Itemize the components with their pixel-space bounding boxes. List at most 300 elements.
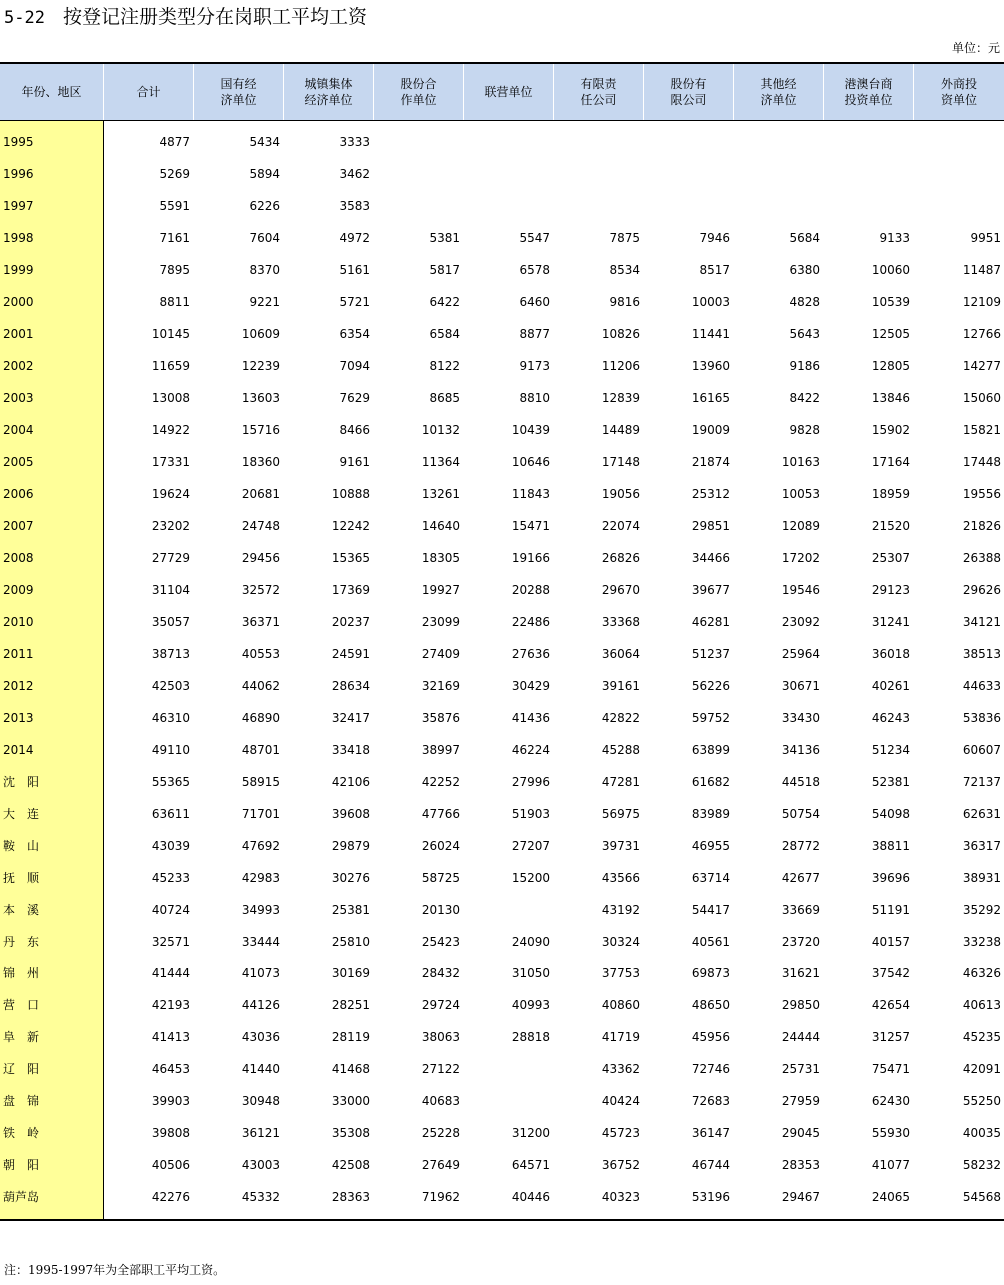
table-cell: 54098 [871,806,910,821]
table-cell: 7895 [159,262,190,277]
table-cell: 38811 [871,838,910,853]
table-cell: 49110 [151,742,190,757]
table-cell: 9951 [970,230,1001,245]
table-cell: 19927 [421,582,460,597]
page-title [4,4,367,31]
table-cell: 32169 [421,678,460,693]
row-label: 2002 [3,358,34,373]
column-header-line: 作单位 [400,93,437,107]
table-cell: 43192 [601,902,640,917]
table-cell: 27207 [511,838,550,853]
table-cell: 35057 [151,614,190,629]
table-cell: 26024 [421,838,460,853]
table-cell: 19056 [601,486,640,501]
row-label: 2000 [3,294,34,309]
table-row [0,224,1004,256]
table-cell: 36752 [601,1158,640,1173]
row-label: 大 连 [3,806,40,821]
table-cell: 42091 [962,1062,1001,1077]
table-cell: 24444 [781,1030,820,1045]
table-cell: 51237 [691,646,730,661]
row-label: 2011 [3,646,34,661]
table-cell: 39808 [151,1126,190,1141]
table-cell: 14922 [151,422,190,437]
table-cell: 10826 [601,326,640,341]
table-cell: 45332 [241,1190,280,1205]
table-cell: 12242 [331,518,370,533]
table-cell: 62631 [962,806,1001,821]
table-cell: 46243 [871,710,910,725]
table-cell: 23099 [421,614,460,629]
table-cell: 52381 [871,774,910,789]
column-header [283,64,373,120]
table-row [0,608,1004,640]
table-cell: 6354 [339,326,370,341]
table-cell: 48701 [241,742,280,757]
column-header-line: 城镇集体 [304,77,353,91]
table-cell: 42252 [421,774,460,789]
table-cell: 4877 [159,135,190,149]
column-header-line: 合计 [136,85,161,99]
table-cell: 15471 [511,518,550,533]
table-cell: 29123 [871,582,910,597]
table-cell: 43039 [151,838,190,853]
table-cell: 46326 [962,966,1001,981]
table-cell: 17331 [151,454,190,469]
table-cell: 83989 [691,806,730,821]
table-cell: 23092 [781,614,820,629]
table-row [0,256,1004,288]
row-label: 1995 [3,135,34,149]
table-cell: 40561 [691,934,730,949]
table-cell: 20237 [331,614,370,629]
table-cell: 41468 [331,1062,370,1077]
table-cell: 46955 [691,838,730,853]
table-cell: 41077 [871,1158,910,1173]
table-cell: 37753 [601,966,640,981]
table-cell: 48650 [691,998,730,1013]
row-label: 2005 [3,454,34,469]
table-cell: 47281 [601,774,640,789]
table-cell: 34993 [241,902,280,917]
table-cell: 72683 [691,1094,730,1109]
table-cell: 11441 [691,326,730,341]
table-cell: 23202 [151,518,190,533]
table-cell: 20288 [511,582,550,597]
table-cell: 69873 [691,966,730,981]
table-cell: 10053 [781,486,820,501]
table-cell: 41436 [511,710,550,725]
table-cell: 38063 [421,1030,460,1045]
table-row [0,416,1004,448]
table-cell: 34466 [691,550,730,565]
table-cell: 40506 [151,1158,190,1173]
table-cell: 15902 [871,422,910,437]
row-label: 盘 锦 [3,1094,40,1109]
table-cell: 22486 [511,614,550,629]
table-cell: 35876 [421,710,460,725]
row-label: 抚 顺 [3,870,40,885]
row-label: 丹 东 [3,934,40,949]
table-cell: 55930 [871,1126,910,1141]
table-cell: 8370 [249,262,280,277]
table-row [0,128,1004,160]
column-header [193,64,283,120]
table-cell: 13603 [241,390,280,405]
table-row [0,192,1004,224]
table-cell: 58915 [241,774,280,789]
table-cell: 33669 [781,902,820,917]
table-cell: 33418 [331,742,370,757]
table-cell: 8811 [159,294,190,309]
table-cell: 7875 [609,230,640,245]
row-label: 2001 [3,326,34,341]
table-cell: 20130 [421,902,460,917]
table-cell: 25312 [691,486,730,501]
table-cell: 8122 [429,358,460,373]
table-cell: 9828 [789,422,820,437]
table-cell: 29456 [241,550,280,565]
table-cell: 56975 [601,806,640,821]
table-cell: 42677 [781,870,820,885]
table-cell: 31241 [871,614,910,629]
table-cell: 34121 [962,614,1001,629]
row-label: 2003 [3,390,34,405]
table-cell: 71701 [241,806,280,821]
table-cell: 39903 [151,1094,190,1109]
table-cell: 6578 [519,262,550,277]
table-cell: 42193 [151,998,190,1013]
table-cell: 15060 [962,390,1001,405]
table-cell: 5684 [789,230,820,245]
table-cell: 27729 [151,550,190,565]
table-cell: 12109 [962,294,1001,309]
table-cell: 24748 [241,518,280,533]
table-row [0,512,1004,544]
column-header-line: 其他经 [760,77,797,91]
table-row [0,320,1004,352]
table-cell: 17448 [962,454,1001,469]
table-cell: 40446 [511,1190,550,1205]
table-row [0,480,1004,512]
table-cell: 33444 [241,934,280,949]
table-row [0,1151,1004,1183]
table-cell: 25381 [331,902,370,917]
table-cell: 6226 [249,198,280,213]
table-cell: 3583 [339,198,370,213]
table-cell: 7094 [339,358,370,373]
column-header [643,64,733,120]
table-cell: 23720 [781,934,820,949]
table-row [0,959,1004,991]
table-cell: 40323 [601,1190,640,1205]
table-cell: 58232 [962,1158,1001,1173]
table-cell: 10646 [511,454,550,469]
table-cell: 31257 [871,1030,910,1045]
table-cell: 15365 [331,550,370,565]
table-cell: 64571 [511,1158,550,1173]
table-row [0,448,1004,480]
table-cell: 4972 [339,230,370,245]
table-cell: 11364 [421,454,460,469]
row-label: 铁 岭 [3,1126,40,1141]
table-cell: 45723 [601,1126,640,1141]
row-label: 2010 [3,614,34,629]
column-header [373,64,463,120]
table-cell: 54417 [691,902,730,917]
table-cell: 25423 [421,934,460,949]
table-cell: 43362 [601,1062,640,1077]
table-cell: 9161 [339,454,370,469]
table-cell: 6460 [519,294,550,309]
table-cell: 14277 [962,358,1001,373]
table-cell: 6380 [789,262,820,277]
table-cell: 46453 [151,1062,190,1077]
table-cell: 33238 [962,934,1001,949]
table-cell: 42106 [331,774,370,789]
table-cell: 38997 [421,742,460,757]
table-cell: 11659 [151,358,190,373]
table-cell: 25228 [421,1126,460,1141]
row-label: 葫芦岛 [3,1190,40,1205]
table-cell: 45235 [962,1030,1001,1045]
table-cell: 8517 [699,262,730,277]
table-cell: 45288 [601,742,640,757]
table-cell: 42508 [331,1158,370,1173]
table-cell: 36147 [691,1126,730,1141]
table-cell: 53836 [962,710,1001,725]
table-cell: 5894 [249,166,280,181]
table-cell: 5269 [159,166,190,181]
row-label: 2014 [3,742,34,757]
table-cell: 8810 [519,390,550,405]
table-cell: 40157 [871,934,910,949]
table-number: 5-22 [4,8,45,28]
table-cell: 39696 [871,870,910,885]
table-cell: 10888 [331,486,370,501]
table-cell: 29724 [421,998,460,1013]
row-label: 2013 [3,710,34,725]
table-cell: 28353 [781,1158,820,1173]
table-cell: 18360 [241,454,280,469]
table-cell: 31104 [151,582,190,597]
table-cell: 50754 [781,806,820,821]
table-cell: 7946 [699,230,730,245]
table-cell: 19624 [151,486,190,501]
table-cell: 46890 [241,710,280,725]
table-cell: 13846 [871,390,910,405]
table-cell: 28363 [331,1190,370,1205]
table-cell: 27409 [421,646,460,661]
table-cell: 9173 [519,358,550,373]
column-header-line: 股份合 [400,77,437,91]
table-cell: 42822 [601,710,640,725]
table-cell: 45956 [691,1030,730,1045]
table-cell: 29045 [781,1126,820,1141]
column-header-line: 外商投 [940,77,977,91]
table-cell: 30276 [331,870,370,885]
table-cell: 12239 [241,358,280,373]
table-cell: 43036 [241,1030,280,1045]
table-cell: 14640 [421,518,460,533]
table-bottom-rule [0,1219,1004,1221]
table-cell: 13261 [421,486,460,501]
table-cell: 47692 [241,838,280,853]
table-cell: 29670 [601,582,640,597]
column-header [0,64,103,120]
table-cell: 45233 [151,870,190,885]
table-cell: 5547 [519,230,550,245]
table-cell: 11206 [601,358,640,373]
table-cell: 19556 [962,486,1001,501]
table-cell: 41440 [241,1062,280,1077]
table-cell: 38931 [962,870,1001,885]
table-cell: 53196 [691,1190,730,1205]
table-cell: 27996 [511,774,550,789]
unit-label: 单位：元 [951,41,1000,55]
row-label: 1997 [3,198,34,213]
table-cell: 27959 [781,1094,820,1109]
table-cell: 10060 [871,262,910,277]
column-header-line: 济单位 [760,93,797,107]
table-cell: 46744 [691,1158,730,1173]
column-header-line: 济单位 [220,93,257,107]
table-cell: 18959 [871,486,910,501]
table-cell: 28119 [331,1030,370,1045]
table-cell: 10609 [241,326,280,341]
table-cell: 21520 [871,518,910,533]
table-cell: 7629 [339,390,370,405]
table-cell: 24090 [511,934,550,949]
table-cell: 56226 [691,678,730,693]
table-cell: 17148 [601,454,640,469]
table-cell: 15821 [962,422,1001,437]
table-row [0,1055,1004,1087]
table-row [0,288,1004,320]
table-cell: 58725 [421,870,460,885]
table-row [0,704,1004,736]
table-cell: 46310 [151,710,190,725]
table-row [0,991,1004,1023]
table-cell: 16165 [691,390,730,405]
table-cell: 40553 [241,646,280,661]
table-cell: 9816 [609,294,640,309]
row-label: 朝 阳 [3,1158,40,1173]
table-cell: 41073 [241,966,280,981]
row-label: 2012 [3,678,34,693]
table-cell: 43566 [601,870,640,885]
table-cell: 44518 [781,774,820,789]
table-cell: 32572 [241,582,280,597]
table-cell: 36018 [871,646,910,661]
table-cell: 25810 [331,934,370,949]
table-cell: 28251 [331,998,370,1013]
table-cell: 33430 [781,710,820,725]
table-cell: 40993 [511,998,550,1013]
table-cell: 30429 [511,678,550,693]
table-cell: 6422 [429,294,460,309]
table-cell: 5817 [429,262,460,277]
table-cell: 38513 [962,646,1001,661]
table-cell: 29851 [691,518,730,533]
table-cell: 8534 [609,262,640,277]
table-cell: 17369 [331,582,370,597]
table-cell: 33368 [601,614,640,629]
table-cell: 59752 [691,710,730,725]
table-cell: 8877 [519,326,550,341]
table-cell: 8685 [429,390,460,405]
table-cell: 8466 [339,422,370,437]
table-cell: 40261 [871,678,910,693]
table-cell: 10439 [511,422,550,437]
table-cell: 31050 [511,966,550,981]
table-cell: 46281 [691,614,730,629]
table-cell: 7161 [159,230,190,245]
table-cell: 47766 [421,806,460,821]
table-cell: 24591 [331,646,370,661]
row-label: 辽 阳 [3,1062,40,1077]
table-cell: 18305 [421,550,460,565]
table-cell: 21874 [691,454,730,469]
column-header-line: 经济单位 [304,93,353,107]
table-cell: 39731 [601,838,640,853]
table-cell: 44062 [241,678,280,693]
table-cell: 54568 [962,1190,1001,1205]
table-cell: 40035 [962,1126,1001,1141]
table-cell: 11843 [511,486,550,501]
column-header-line: 限公司 [670,93,707,107]
table-cell: 41719 [601,1030,640,1045]
table-cell: 20681 [241,486,280,501]
row-label: 1998 [3,230,34,245]
table-cell: 51234 [871,742,910,757]
table-cell: 29626 [962,582,1001,597]
column-header-line: 国有经 [220,77,257,91]
table-cell: 10132 [421,422,460,437]
table-cell: 35308 [331,1126,370,1141]
table-cell: 41413 [151,1030,190,1045]
table-row [0,1023,1004,1055]
footnote: 注：1995-1997年为全部职工平均工资。 [4,1263,226,1277]
table-cell: 27636 [511,646,550,661]
table-cell: 14489 [601,422,640,437]
table-cell: 39161 [601,678,640,693]
table-cell: 42983 [241,870,280,885]
column-header [913,64,1004,120]
table-cell: 9186 [789,358,820,373]
table-cell: 44126 [241,998,280,1013]
table-row [0,384,1004,416]
table-cell: 35292 [962,902,1001,917]
table-cell: 63714 [691,870,730,885]
table-row [0,928,1004,960]
table-cell: 43003 [241,1158,280,1173]
row-label: 本 溪 [3,902,40,917]
row-label: 2009 [3,582,34,597]
column-header [823,64,913,120]
table-cell: 10003 [691,294,730,309]
table-cell: 10539 [871,294,910,309]
table-cell: 5161 [339,262,370,277]
table-row [0,800,1004,832]
row-label: 2007 [3,518,34,533]
table-cell: 28432 [421,966,460,981]
table-cell: 40613 [962,998,1001,1013]
table-row [0,544,1004,576]
table-cell: 36121 [241,1126,280,1141]
table-cell: 5643 [789,326,820,341]
table-row [0,736,1004,768]
